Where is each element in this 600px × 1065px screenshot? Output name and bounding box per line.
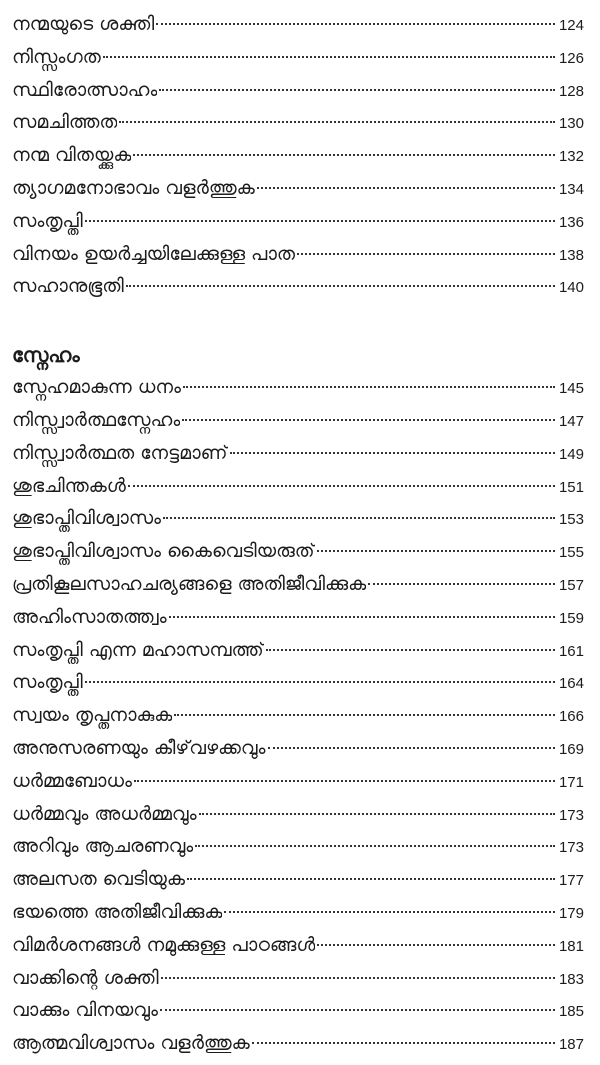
toc-entry-title: വിനയം ഉയർച്ചയിലേക്കുള്ള പാത — [12, 242, 296, 265]
toc-entry-page-number: 130 — [558, 115, 584, 133]
dot-leader — [224, 911, 554, 913]
toc-entry-title: സ്ഥിരോത്സാഹം — [12, 78, 158, 101]
toc-entry-title: സംതൃപ്തി എന്ന മഹാസമ്പത്ത് — [12, 638, 264, 661]
toc-entry-page-number: 157 — [558, 576, 584, 594]
toc-entry-title: അലസത വെടിയുക — [12, 868, 185, 891]
toc-entry — [12, 601, 584, 634]
toc-entry-page-number: 153 — [558, 511, 584, 529]
dot-leader — [160, 1009, 555, 1011]
toc-entry-page-number: 166 — [558, 708, 584, 726]
toc-entry — [12, 1027, 584, 1060]
toc-entry-title: നന്മ വിതയ്ക്കുക — [12, 144, 132, 167]
toc-entry — [12, 765, 584, 798]
toc-entry — [12, 106, 584, 139]
toc-entry-title: വിമർശനങ്ങൾ നമുക്കുള്ള പാഠങ്ങൾ — [12, 933, 316, 956]
toc-entry-page-number: 183 — [558, 970, 584, 988]
toc-entry-title: സ്നേഹമാകുന്ന ധനം — [12, 376, 181, 399]
section-heading: സ്നേഹം — [12, 343, 80, 368]
toc-entry-title: ആത്മവിശ്വാസം വളർത്തുക — [12, 1032, 250, 1055]
toc-entry-title: ധർമ്മബോധം — [12, 769, 132, 792]
dot-leader — [85, 220, 555, 222]
toc-list-section-1 — [12, 8, 584, 303]
toc-entry — [12, 929, 584, 962]
toc-entry-page-number: 140 — [558, 279, 584, 297]
dot-leader — [266, 649, 555, 651]
toc-entry — [12, 896, 584, 929]
toc-entry-title: ശുഭാപ്തിവിശ്വാസം — [12, 507, 162, 530]
toc-entry-page-number: 169 — [558, 740, 584, 758]
dot-leader — [134, 780, 555, 782]
toc-entry — [12, 830, 584, 863]
dot-leader — [133, 154, 554, 156]
toc-entry — [12, 270, 584, 303]
toc-entry-title: നന്മയുടെ ശക്തി — [12, 13, 155, 35]
dot-leader — [268, 747, 555, 749]
toc-entry-page-number: 177 — [558, 872, 584, 890]
dot-leader — [159, 89, 555, 91]
toc-entry — [12, 404, 584, 437]
toc-entry-title: നിസ്സ്വാർത്ഥസ്നേഹം — [12, 408, 181, 431]
toc-entry-page-number: 132 — [558, 148, 584, 166]
toc-entry-page-number: 136 — [558, 213, 584, 231]
dot-leader — [317, 944, 554, 946]
toc-entry — [12, 502, 584, 535]
toc-entry — [12, 172, 584, 205]
toc-entry-page-number: 159 — [558, 609, 584, 627]
toc-entry-page-number: 128 — [558, 82, 584, 100]
toc-entry-page-number: 171 — [558, 773, 584, 791]
toc-entry-page-number: 149 — [558, 445, 584, 463]
toc-entry-page-number: 147 — [558, 412, 584, 430]
toc-entry — [12, 863, 584, 896]
dot-leader — [368, 583, 555, 585]
toc-entry-title: സഹാനുഭൂതി — [12, 275, 124, 298]
toc-entry-title: നിസ്സ്വാർത്ഥത നേട്ടമാണ് — [12, 441, 228, 464]
toc-entry-title: സ്വയം തൃപ്തനാകുക — [12, 704, 173, 727]
toc-list-section-2 — [12, 371, 584, 1060]
dot-leader — [297, 253, 555, 255]
dot-leader — [119, 121, 554, 123]
toc-entry-title: അനുസരണയും കീഴ്‌വഴക്കവും — [12, 736, 266, 759]
toc-entry-page-number: 151 — [558, 478, 584, 496]
toc-entry-title: നിസ്സംഗത — [12, 45, 101, 68]
dot-leader — [183, 386, 555, 388]
toc-entry — [12, 962, 584, 995]
toc-entry — [12, 634, 584, 667]
toc-entry-page-number: 181 — [558, 937, 584, 955]
section-gap — [12, 303, 584, 339]
toc-entry-page-number: 134 — [558, 180, 584, 198]
dot-leader — [257, 187, 555, 189]
dot-leader — [187, 878, 555, 880]
toc-entry — [12, 798, 584, 831]
toc-entry — [12, 437, 584, 470]
toc-entry-title: ധർമ്മവും അധർമ്മവും — [12, 802, 197, 825]
toc-entry-title: സംതൃപ്തി — [12, 209, 83, 232]
toc-entry-title: ശുഭചിന്തകൾ — [12, 474, 126, 497]
toc-entry — [12, 666, 584, 699]
toc-entry-title: ത്യാഗമനോഭാവം വളർത്തുക — [12, 176, 255, 199]
toc-entry — [12, 470, 584, 503]
dot-leader — [128, 485, 555, 487]
toc-entry — [12, 8, 584, 41]
dot-leader — [163, 517, 555, 519]
dot-leader — [126, 285, 555, 287]
toc-entry-page-number: 164 — [558, 675, 584, 693]
toc-entry-page-number: 187 — [558, 1036, 584, 1054]
toc-entry-page-number: 173 — [558, 806, 584, 824]
dot-leader — [317, 550, 555, 552]
dot-leader — [174, 714, 555, 716]
dot-leader — [103, 56, 555, 58]
toc-entry — [12, 535, 584, 568]
toc-entry — [12, 699, 584, 732]
toc-entry-title: വാക്കും വിനയവും — [12, 999, 158, 1022]
toc-entry — [12, 568, 584, 601]
toc-entry-page-number: 138 — [558, 246, 584, 264]
dot-leader — [230, 452, 555, 454]
toc-entry-page-number: 155 — [558, 544, 584, 562]
toc-entry-page-number: 185 — [558, 1003, 584, 1021]
toc-entry-title: അറിവും ആചരണവും — [12, 835, 194, 858]
toc-entry — [12, 74, 584, 107]
toc-entry-title: ഭയത്തെ അതിജീവിക്കുക — [12, 900, 223, 923]
toc-entry-title: സംതൃപ്തി — [12, 671, 83, 694]
toc-entry-title: പ്രതികൂലസാഹചര്യങ്ങളെ അതിജീവിക്കുക — [12, 572, 367, 595]
toc-entry — [12, 41, 584, 74]
dot-leader — [182, 419, 555, 421]
dot-leader — [169, 616, 555, 618]
toc-entry-page-number: 126 — [558, 49, 584, 67]
toc-entry-page-number: 179 — [558, 904, 584, 922]
toc-entry — [12, 205, 584, 238]
toc-entry-page-number: 161 — [558, 642, 584, 660]
dot-leader — [156, 23, 555, 25]
toc-entry-page-number: 173 — [558, 839, 584, 857]
toc-entry-title: സമചിത്തത — [12, 111, 118, 134]
toc-entry — [12, 139, 584, 172]
dot-leader — [199, 813, 555, 815]
toc-entry — [12, 371, 584, 404]
dot-leader — [252, 1042, 555, 1044]
toc-entry — [12, 732, 584, 765]
dot-leader — [85, 681, 555, 683]
toc-entry-title: ശുഭാപ്തിവിശ്വാസം കൈവെടിയരുത് — [12, 540, 315, 563]
toc-entry-page-number: 145 — [558, 380, 584, 398]
toc-entry-page-number: 124 — [558, 17, 584, 34]
toc-entry-title: വാക്കിന്റെ ശക്തി — [12, 966, 159, 989]
toc-entry-title: അഹിംസാതത്ത്വം — [12, 605, 167, 628]
dot-leader — [195, 845, 555, 847]
toc-entry — [12, 238, 584, 271]
dot-leader — [161, 977, 555, 979]
toc-entry — [12, 994, 584, 1027]
